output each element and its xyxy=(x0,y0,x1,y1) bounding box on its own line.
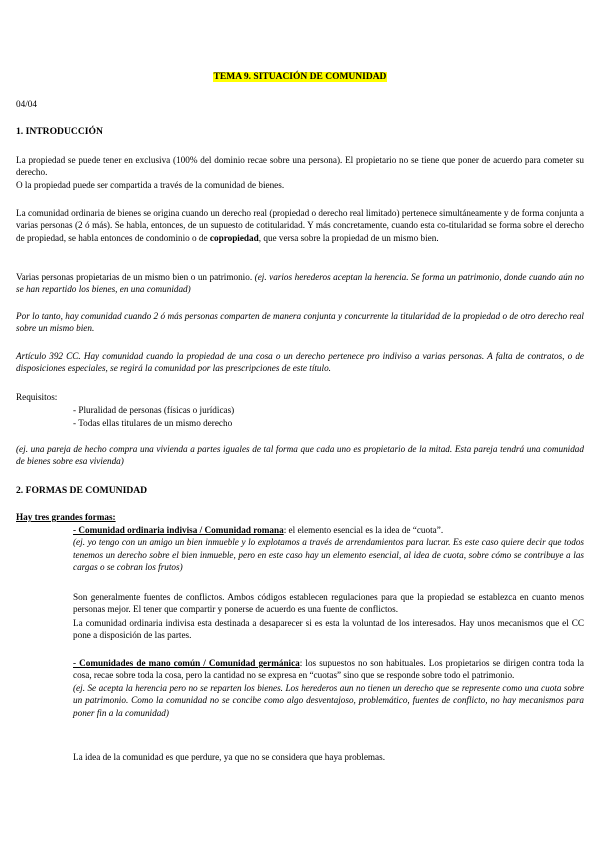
section-heading-introduccion: 1. INTRODUCCIÓN xyxy=(16,126,103,137)
list-item: - Pluralidad de personas (físicas o jurídicas) xyxy=(73,405,235,415)
date-label: 04/04 xyxy=(16,99,37,109)
paragraph-text: La comunidad ordinaria de bienes se origina cuando un derecho real (propiedad o derecho real limitado) pertenece simultáneamente y de forma conjunta a varias personas (2 ó más). Se habla, entonces, de un supuesto de cotitularidad. Y más concretamente, cuando esta co-titularidad se forma sobre el derecho de propiedad, se habla entonces de condominio o de xyxy=(16,208,584,243)
forma-text: : los supuestos no son habituales. Los propietarios se dirigen contra toda la cosa, recae sobre toda la cosa, pero la cantidad no se expresa en “cuotas” sino que se responde sobre todo el patrimonio. xyxy=(73,658,584,681)
section-heading-formas: 2. FORMAS DE COMUNIDAD xyxy=(16,485,148,496)
paragraph-text: La propiedad se puede tener en exclusiva (100% del dominio recae sobre una persona). El propietario no se tiene que poner de acuerdo para cometer su derecho. xyxy=(16,155,584,178)
paragraph-varias-personas xyxy=(16,271,584,296)
paragraph-perdure: La idea de la comunidad es que perdure, ya que no se considera que haya problemas. xyxy=(73,752,385,762)
list-item: - Todas ellas titulares de un mismo derecho xyxy=(73,418,233,428)
paragraph-propiedad-exclusiva xyxy=(16,154,584,191)
paragraph-comunidad-ordinaria xyxy=(16,207,584,244)
paragraph-articulo-392: Artículo 392 CC. Hay comunidad cuando la propiedad de una cosa o un derecho pertenece pro indiviso a varias personas. A falta de contratos, o de disposiciones especiales, se regirá la comunidad por las prescripciones de este título. xyxy=(16,351,584,374)
formas-intro-text: Hay tres grandes formas: xyxy=(16,512,116,522)
forma-comunidad-romana xyxy=(73,524,584,574)
forma-comunidad-germanica xyxy=(73,657,584,719)
paragraph-desaparecer: La comunidad ordinaria indivisa esta destinada a desaparecer si es esta la voluntad de los interesados. Hay unos mecanismos que el CC pone a disposición de las partes. xyxy=(73,618,584,641)
requisitos-label: Requisitos: xyxy=(16,392,58,402)
formas-intro xyxy=(16,511,584,523)
paragraph-ejemplo-pareja: (ej. una pareja de hecho compra una vivienda a partes iguales de tal forma que cada uno es propietario de la mitad. Esta pareja tendrá una comunidad de bienes sobre esa vivienda) xyxy=(16,444,584,467)
bold-term: copropiedad xyxy=(209,232,259,243)
page-title: TEMA 9. SITUACIÓN DE COMUNIDAD xyxy=(213,72,387,82)
example-text: (ej. Se acepta la herencia pero no se reparten los bienes. Los herederos aun no tienen un derecho que se represente como una cuota sobre un patrimonio. Como la comunidad no se concibe como algo desventajoso, problemático, fuentes de conflicto, no hay mecanismos para poner fin a la comunidad) xyxy=(73,682,584,718)
forma-label: - Comunidades de mano común / Comunidad germánica xyxy=(73,658,300,668)
paragraph-por-lo-tanto: Por lo tanto, hay comunidad cuando 2 ó más personas comparten de manera conjunta y concurrente la titularidad de la propiedad o de otro derecho real sobre un mismo bien. xyxy=(16,311,584,334)
paragraph-conflictos: Son generalmente fuentes de conflictos. Ambos códigos establecen regulaciones para que la propiedad se establezca en cuanto menos personas mejor. El tener que compartir y ponerse de acuerdo es una fuente de conflictos. xyxy=(73,592,584,615)
forma-label: - Comunidad ordinaria indivisa / Comunidad romana xyxy=(73,525,284,535)
example-text: (ej. varios herederos aceptan la herencia. Se forma un patrimonio, donde cuando aún no se han repartido los bienes, en una comunidad) xyxy=(16,272,584,295)
title-wrap xyxy=(16,70,584,83)
paragraph-text: Varias personas propietarias de un mismo bien o un patrimonio. xyxy=(16,272,255,282)
paragraph-text: , que versa sobre la propiedad de un mismo bien. xyxy=(258,232,439,243)
example-text: (ej. yo tengo con un amigo un bien inmueble y lo explotamos a través de arrendamientos para lucrar. Es este caso quiere decir que todos tenemos un derecho sobre el bien inmueble, pero en este caso hay un elemento esencial, al idea de cuota, sobre cómo se contribuye a las cargas o se cobran los frutos) xyxy=(73,537,584,573)
forma-text: : el elemento esencial es la idea de “cuota”. xyxy=(283,525,444,535)
paragraph-text: O la propiedad puede ser compartida a través de la comunidad de bienes. xyxy=(16,179,285,190)
